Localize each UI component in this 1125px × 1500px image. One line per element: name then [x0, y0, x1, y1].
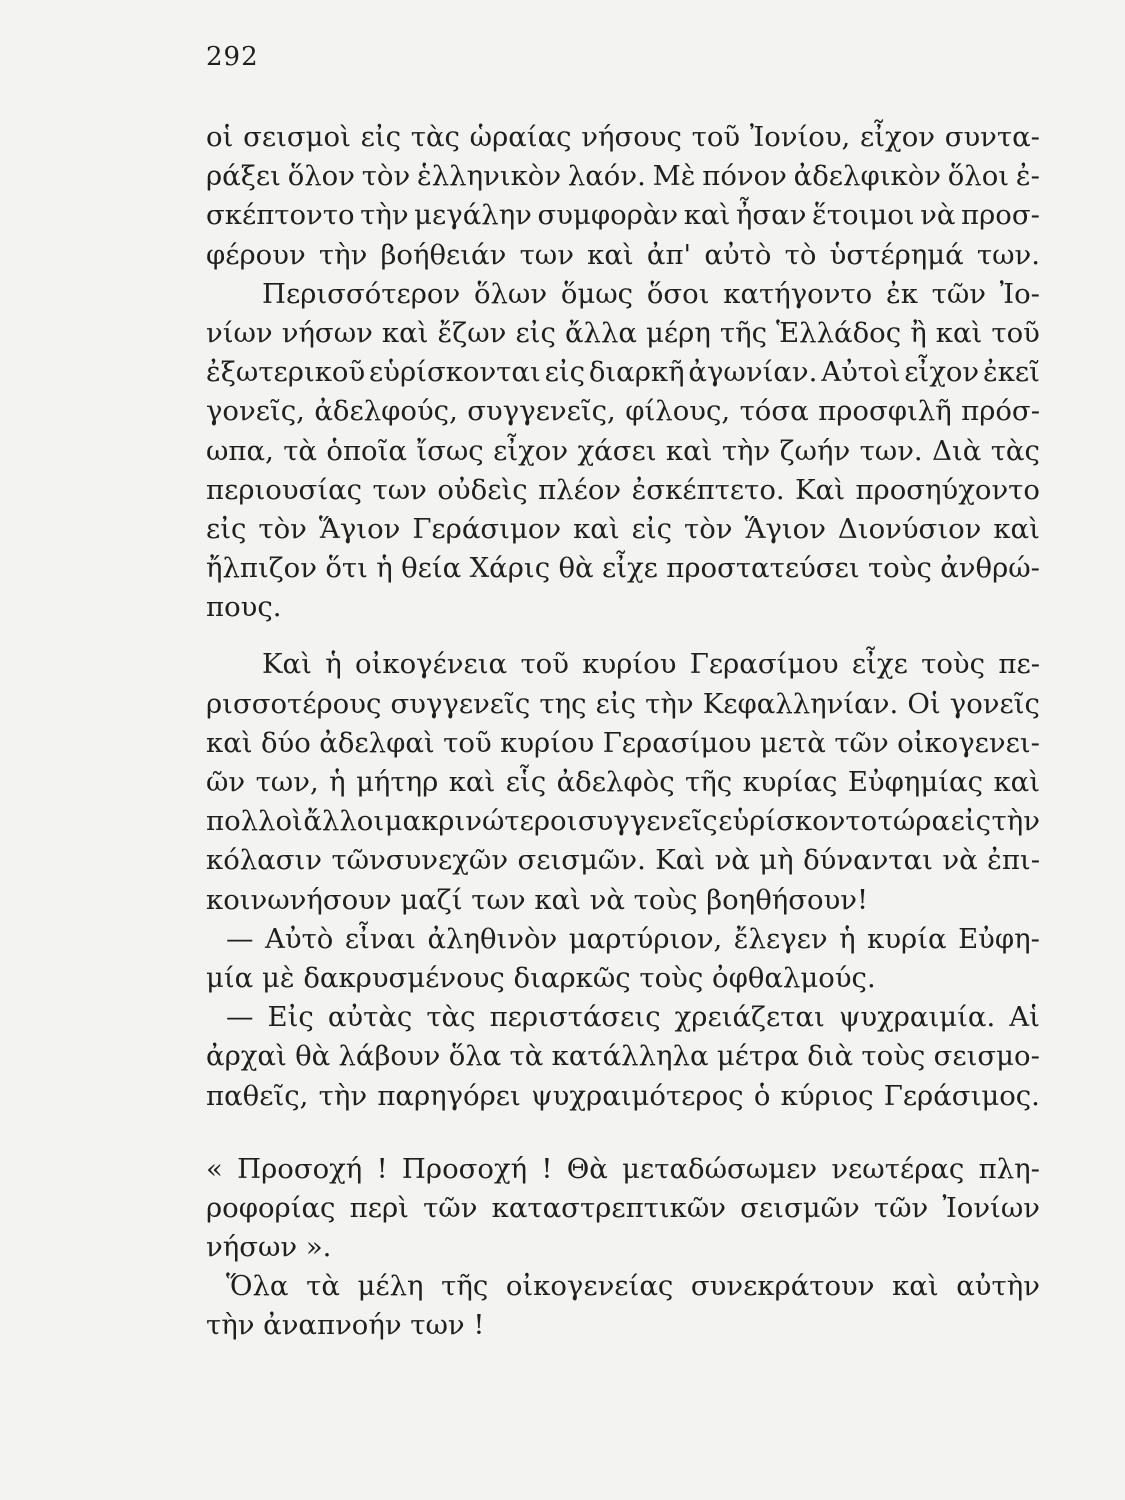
word: Γεράσιμος. — [883, 1079, 1040, 1112]
word: λαόν. — [567, 160, 646, 193]
word: Μὲ — [652, 160, 696, 193]
word: τὰ — [283, 434, 317, 467]
word: — — [226, 1001, 254, 1034]
word: Αὐτοὶ — [821, 356, 901, 389]
word: κυρία — [867, 922, 947, 955]
word: τὰ — [306, 1270, 340, 1303]
word: καὶ — [683, 199, 731, 232]
word: ἤλπιζον — [206, 552, 317, 585]
word: συγγενεῖς, — [467, 395, 616, 428]
word: προστατεύσει — [666, 552, 860, 585]
word: εἰς — [206, 512, 247, 545]
page-number: 292 — [206, 42, 259, 72]
word: θὰ — [295, 1040, 331, 1073]
word: της — [539, 687, 587, 720]
word: Διονύσιον — [837, 512, 982, 545]
word: Καὶ — [655, 844, 706, 877]
word: ἀνθρώ- — [940, 552, 1040, 585]
word: Ἅγιον — [744, 512, 826, 545]
word: ἐπι- — [987, 844, 1040, 877]
word: σεισμῶν. — [517, 844, 646, 877]
word: τοῦ — [443, 726, 492, 759]
word: Θὰ — [566, 1152, 608, 1185]
word: οἰκογενείας — [505, 1270, 674, 1303]
text-line — [206, 1077, 1040, 1116]
word: νεωτέρας — [831, 1152, 965, 1185]
word: ἀπ' — [646, 238, 692, 271]
word: μεταδώσωμεν — [622, 1152, 818, 1185]
word: περιστάσεις — [489, 1001, 661, 1034]
text-line — [206, 392, 1040, 431]
word: ἀληθινὸν — [427, 922, 558, 955]
word: γονεῖς — [949, 687, 1040, 720]
word: τὴν — [318, 238, 368, 271]
word: τῆς — [719, 316, 767, 349]
word: κυρίου — [500, 726, 595, 759]
word: ἔζων — [437, 316, 507, 349]
text-line — [206, 998, 1040, 1037]
word: καὶ — [587, 238, 634, 271]
word: μήτηρ — [356, 766, 439, 798]
word: ἀγωνίαν. — [688, 356, 818, 389]
word: βοήθειάν — [380, 238, 507, 271]
word: τοῦ — [991, 316, 1040, 349]
word: Οἱ — [907, 687, 941, 720]
text-line — [206, 118, 1040, 157]
word: καταστρεπτικῶν — [491, 1191, 726, 1224]
word: συνεκράτουν — [690, 1270, 875, 1303]
word: Κεφαλληνίαν. — [702, 687, 899, 720]
word: θὰ — [558, 552, 594, 585]
word: ζωήν — [779, 434, 851, 467]
word: λάβουν — [338, 1040, 441, 1073]
word: ροφορίας — [206, 1191, 336, 1224]
text-line: μία μὲ δακρυσμένους διαρκῶς τοὺς ὀφθαλμούς. — [206, 961, 876, 994]
word: πόνον — [702, 160, 787, 193]
word: Ἑλλάδος — [776, 316, 902, 349]
text-line — [206, 724, 1040, 763]
word: Προσοχή — [401, 1152, 528, 1185]
word: τῆς — [685, 766, 733, 798]
word: ἀδελφούς, — [314, 395, 458, 428]
word: παρηγόρει — [377, 1079, 521, 1112]
word: τὰς — [426, 1001, 476, 1034]
word: καὶ — [206, 726, 253, 759]
word: των. — [976, 238, 1040, 271]
word: ράξει — [206, 160, 281, 193]
word: μέλη — [357, 1270, 424, 1303]
text-line — [206, 471, 1040, 510]
word: καὶ — [993, 512, 1040, 545]
word: ὅλων — [473, 277, 548, 310]
word: τὸν — [361, 160, 411, 193]
word: διὰ — [807, 1040, 854, 1073]
word: Ἰονίων — [942, 1191, 1040, 1224]
word: παθεῖς, — [206, 1079, 309, 1112]
word: τώρα — [877, 805, 951, 838]
word: ὅλα — [448, 1040, 502, 1073]
word: τοὺς — [921, 648, 986, 681]
word: τοὺς — [867, 552, 932, 585]
word: πρόσ- — [961, 395, 1040, 428]
word: των. — [859, 434, 923, 467]
word: αὐτὸ — [704, 238, 772, 271]
text-line — [206, 275, 1040, 314]
word: Χάρις — [469, 552, 551, 585]
word: κόλασιν — [206, 844, 323, 877]
word: τὴν — [721, 434, 771, 467]
word: ὅλον — [287, 160, 355, 193]
word: Αἱ — [1009, 1001, 1040, 1034]
word: σεισμοὶ — [243, 121, 351, 153]
word: εἰς — [950, 805, 992, 838]
text-line — [206, 236, 1040, 275]
word: τῆς — [441, 1270, 489, 1303]
word: ἔλεγεν — [733, 922, 828, 955]
word: περιουσίας — [206, 473, 363, 506]
word: ψυχραιμότερος — [531, 1079, 744, 1112]
word: καὶ — [665, 434, 713, 467]
word: τὸν — [258, 512, 307, 545]
word: μὴ — [759, 844, 794, 877]
text-line — [206, 314, 1040, 353]
word: θεία — [401, 552, 462, 585]
text-line — [206, 353, 1040, 392]
word: των — [372, 473, 427, 506]
word: εἶχον — [904, 356, 980, 389]
text-line — [206, 1267, 1040, 1306]
word: μέτρα — [716, 1040, 799, 1073]
text-line — [206, 645, 1040, 684]
word: ἑλληνικὸν — [416, 160, 562, 193]
word: αὐτὰς — [327, 1001, 413, 1034]
text-line — [206, 549, 1040, 588]
word: εἰς — [515, 316, 556, 349]
word: νήσους — [581, 121, 682, 153]
text-line — [206, 432, 1040, 471]
body-text — [206, 118, 1040, 1346]
word: εἰς — [360, 121, 402, 153]
word: εἶχε — [851, 648, 908, 681]
text-line: πους. — [206, 591, 282, 624]
word: ἴσως — [416, 434, 484, 467]
word: τῶν — [931, 277, 987, 310]
word: περὶ — [349, 1191, 409, 1224]
word: μέρη — [646, 316, 711, 349]
word: νήσων — [281, 316, 373, 349]
word: τῶνσυνεχῶν — [331, 844, 509, 877]
word: συμφορὰν — [537, 199, 679, 232]
word: κυρίου — [582, 648, 677, 681]
word: ἀδελφαὶ — [319, 726, 435, 759]
word: Καὶ — [795, 473, 845, 506]
word: ἀδελφὸς — [556, 766, 675, 798]
word: εὑρίσκονται — [369, 356, 541, 389]
word: προσ- — [961, 199, 1040, 232]
word: χρειάζεται — [674, 1001, 825, 1034]
word: πολλοὶ — [206, 805, 303, 838]
word: καὶ — [935, 316, 983, 349]
text-line — [206, 1189, 1040, 1228]
word: πλη- — [978, 1152, 1040, 1185]
word: διαρκῆ — [588, 356, 685, 389]
word: ὅτι — [325, 552, 368, 585]
word: τόσα — [739, 395, 809, 428]
word: συγγενεῖς — [577, 805, 718, 838]
word: γονεῖς, — [206, 395, 305, 428]
word: οὐδεὶς — [437, 473, 528, 506]
word: — — [226, 922, 254, 955]
word: αὐτὴν — [956, 1270, 1040, 1303]
word: ἡ — [376, 552, 393, 585]
word: μετὰ — [759, 726, 826, 759]
text-line — [206, 685, 1040, 724]
word: Περισσότερον — [262, 277, 461, 310]
text-line — [206, 802, 1040, 841]
word: τοῦ — [520, 648, 569, 681]
word: νὰ — [942, 844, 978, 877]
word: καὶ — [448, 766, 496, 798]
word: τὸ — [784, 238, 817, 271]
word: εἶχον — [493, 434, 569, 467]
word: ἄλλα — [564, 316, 637, 349]
word: ἐσκέπτετο. — [631, 473, 785, 506]
word: τοῦ — [691, 121, 741, 153]
word: ὅλοι — [947, 160, 1010, 193]
word: καὶ — [573, 512, 620, 545]
word: εἰς — [595, 687, 637, 720]
word: δύνανται — [803, 844, 933, 877]
paragraph-gap — [206, 627, 1040, 645]
paragraph-gap — [206, 1116, 1040, 1150]
word: εἶχε — [601, 552, 658, 585]
word: των, — [255, 766, 319, 798]
word: Ὅλα — [226, 1270, 289, 1303]
word: εἶναι — [344, 922, 416, 955]
text-line — [206, 1150, 1040, 1189]
word: Καὶ — [262, 648, 312, 681]
word: ῶν — [206, 766, 246, 798]
word: τὴν — [318, 1079, 368, 1112]
word: Γεράσιμον — [412, 512, 562, 545]
word: σεισμο- — [933, 1040, 1040, 1073]
word: τὸν — [684, 512, 733, 545]
word: ἀρχαὶ — [206, 1040, 287, 1073]
word: κύριος — [780, 1079, 874, 1112]
word: νίων — [206, 316, 273, 349]
word: ὅμως — [560, 277, 634, 310]
text-line — [206, 841, 1040, 880]
word: ωπα, — [206, 434, 274, 467]
word: ἕτοιμοι — [812, 199, 915, 232]
word: οἰκογενει- — [897, 726, 1040, 759]
word: Εἰς — [267, 1001, 314, 1034]
word: ἐκ — [885, 277, 918, 310]
word: καὶ — [892, 1270, 939, 1303]
word: ἐ- — [1015, 160, 1040, 193]
word: τῶν — [873, 1191, 929, 1224]
word: πε- — [998, 648, 1040, 681]
word: ἡ — [325, 648, 342, 681]
word: εἰς — [631, 512, 673, 545]
text-line: κοινωνήσουν μαζί των καὶ νὰ τοὺς βοηθήσουν! — [206, 883, 869, 916]
word: ὁποῖα — [326, 434, 407, 467]
word: των — [519, 238, 574, 271]
word: τὰς — [990, 434, 1040, 467]
word: χάσει — [577, 434, 657, 467]
word: νὰ — [714, 844, 750, 877]
word: Ἅγιον — [318, 512, 401, 545]
word: οἰκογένεια — [355, 648, 508, 681]
word: Γερασίμου — [689, 648, 839, 681]
text-line — [206, 1037, 1040, 1076]
word: ρισσοτέρους — [206, 687, 382, 720]
word: ἦσαν — [735, 199, 807, 232]
word: κυρίας — [742, 766, 838, 798]
word: φίλους, — [625, 395, 731, 428]
word: ἡ — [839, 922, 856, 955]
word: ἀδελφικὸν — [793, 160, 941, 193]
word: τῶν — [423, 1191, 478, 1224]
word: Ἰονίου, — [749, 121, 851, 153]
word: δύο — [261, 726, 311, 759]
word: τῶν — [834, 726, 889, 759]
word: ἐξωτερικοῦ — [206, 356, 366, 389]
word: Εὐφημίας — [847, 766, 983, 798]
word: « — [206, 1152, 223, 1185]
word: Ἰο- — [999, 277, 1040, 310]
word: τοὺς — [861, 1040, 926, 1073]
text-line: τὴν ἀναπνοήν των ! — [206, 1309, 485, 1342]
word: ὡραίας — [469, 121, 572, 153]
word: τὰ — [509, 1040, 544, 1073]
word: οἱ — [206, 121, 234, 153]
word: συγγενεῖς — [390, 687, 531, 720]
word: τὴν — [991, 805, 1040, 838]
word: Γερασίμου — [602, 726, 752, 759]
word: φέρουν — [206, 238, 306, 271]
text-line — [206, 763, 1040, 802]
word: ὑστέρημά — [829, 238, 964, 271]
word: πλέον — [538, 473, 622, 506]
word: ὅσοι — [646, 277, 710, 310]
word: ! — [541, 1152, 553, 1185]
text-line — [206, 510, 1040, 549]
word: κατάλληλα — [551, 1040, 709, 1073]
word: τὴν — [645, 687, 694, 720]
word: μακρινώτεροι — [384, 805, 578, 838]
word: ἢ — [910, 316, 927, 349]
word: νὰ — [920, 199, 956, 232]
word: Διὰ — [932, 434, 982, 467]
word: τὰς — [410, 121, 460, 153]
word: ! — [376, 1152, 388, 1185]
word: προσφιλῆ — [818, 395, 952, 428]
word: εἰς — [544, 356, 586, 389]
word: ἄλλοι — [303, 805, 385, 838]
word: συντα- — [944, 121, 1040, 153]
word: εὑρίσκοντο — [718, 805, 878, 838]
text-line — [206, 920, 1040, 959]
word: καὶ — [381, 316, 429, 349]
word: ἡ — [329, 766, 346, 798]
text-line: νήσων ». — [206, 1231, 332, 1264]
text-line — [206, 157, 1040, 196]
word: μεγάλην — [414, 199, 532, 232]
word: καὶ — [993, 766, 1040, 798]
word: Προσοχή — [237, 1152, 363, 1185]
word: εἶχον — [860, 121, 935, 153]
word: μαρτύριον, — [568, 922, 723, 955]
word: ἐκεῖ — [982, 356, 1040, 389]
word: ψυχραιμία. — [838, 1001, 996, 1034]
word: προσηύχοντο — [855, 473, 1040, 506]
word: ὁ — [753, 1079, 771, 1112]
word: Αὐτὸ — [265, 922, 334, 955]
word: τὴν — [360, 199, 409, 232]
word: σεισμῶν — [740, 1191, 860, 1224]
text-line — [206, 196, 1040, 235]
word: εἷς — [505, 766, 547, 798]
word: κατήγοντο — [723, 277, 873, 310]
word: Εὐφη- — [958, 922, 1040, 955]
word: σκέπτοντο — [206, 199, 355, 232]
